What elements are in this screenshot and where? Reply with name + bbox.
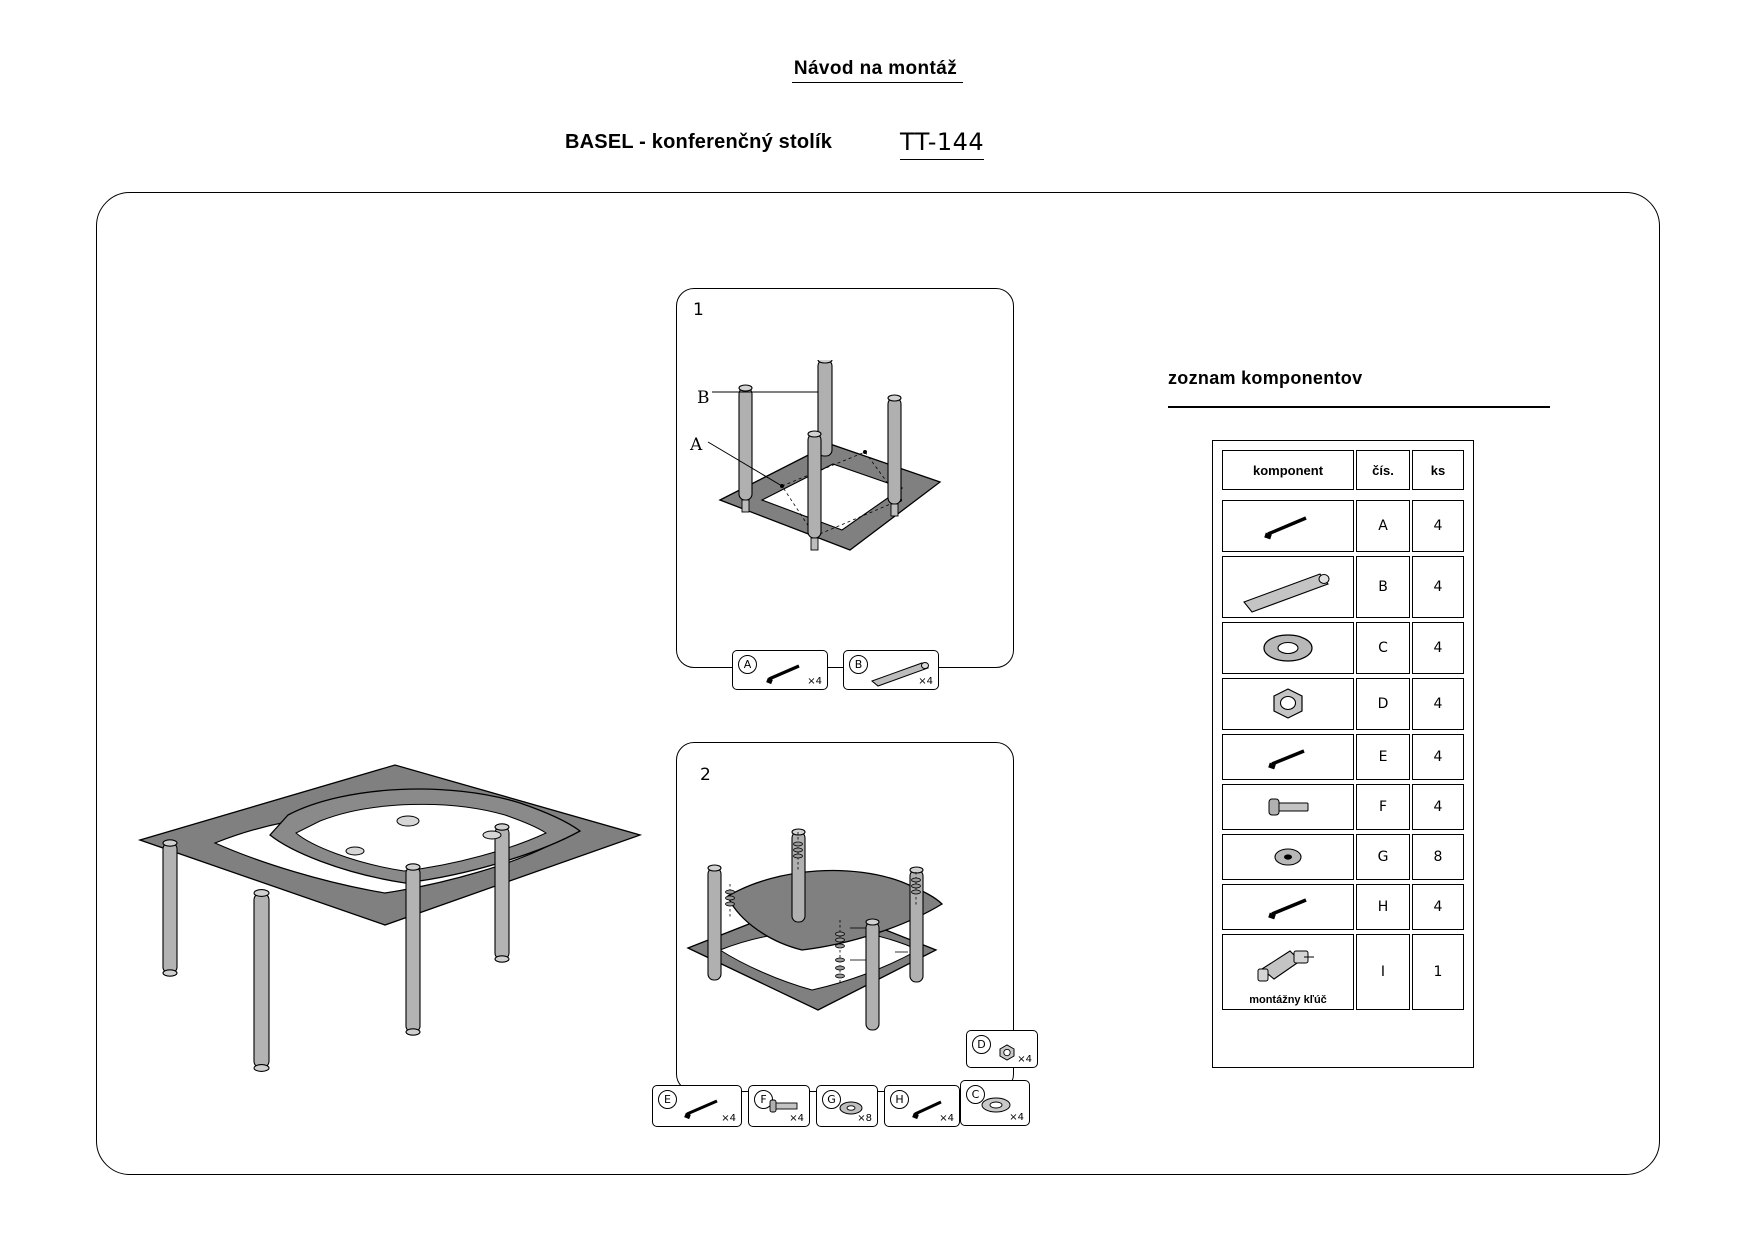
leg-tube-icon (1244, 574, 1329, 612)
component-code-F: F (1356, 784, 1410, 830)
table-row (1222, 884, 1464, 930)
callout-C-letter: C (966, 1085, 985, 1104)
component-code-H: H (1356, 884, 1410, 930)
components-list-title: zoznam komponentov (1168, 368, 1363, 388)
component-image-G (1222, 834, 1354, 880)
callout-F-letter: F (754, 1090, 773, 1109)
component-qty-A: 4 (1412, 500, 1464, 552)
screw-icon (1265, 518, 1306, 537)
step-1-number: 1 (693, 300, 704, 320)
components-table-header (1222, 450, 1464, 490)
wrench-icon (1258, 951, 1314, 981)
component-image-B (1222, 556, 1354, 618)
table-row (1222, 500, 1464, 552)
screw-icon (1269, 900, 1306, 917)
table-row (1222, 834, 1464, 880)
callout-D-qty: ×4 (1017, 1054, 1032, 1065)
product-title: BASEL - konferenčný stolík (565, 131, 833, 153)
callout-A-letter: A (738, 655, 757, 674)
table-row (1222, 934, 1464, 1010)
step-1-label-A: A (690, 435, 703, 455)
callout-F-qty: ×4 (789, 1113, 804, 1124)
component-code-E: E (1356, 734, 1410, 780)
component-qty-D: 4 (1412, 678, 1464, 730)
bolt-icon (1269, 799, 1308, 815)
screw-icon (767, 666, 799, 682)
washer-icon (1275, 849, 1301, 865)
screw-icon (685, 1101, 717, 1117)
table-row (1222, 734, 1464, 780)
callout-G (816, 1085, 878, 1127)
callout-G-letter: G (822, 1090, 841, 1109)
component-image-I (1222, 934, 1354, 1010)
component-qty-F: 4 (1412, 784, 1464, 830)
callout-B (843, 650, 939, 690)
ring-washer-icon (982, 1098, 1010, 1112)
component-qty-E: 4 (1412, 734, 1464, 780)
component-code-A: A (1356, 500, 1410, 552)
nut-icon (1000, 1045, 1014, 1060)
callout-B-qty: ×4 (918, 676, 933, 687)
component-image-C (1222, 622, 1354, 674)
page-title-text: Návod na montáž (792, 58, 963, 83)
table-row (1222, 622, 1464, 674)
callout-F (748, 1085, 810, 1127)
callout-H (884, 1085, 960, 1127)
component-qty-B: 4 (1412, 556, 1464, 618)
table-row (1222, 784, 1464, 830)
component-image-A (1222, 500, 1354, 552)
component-code-D: D (1356, 678, 1410, 730)
callout-C-qty: ×4 (1009, 1112, 1024, 1123)
callout-B-letter: B (849, 655, 868, 674)
header-ks: ks (1412, 450, 1464, 490)
callout-E-letter: E (658, 1090, 677, 1109)
callout-H-qty: ×4 (939, 1113, 954, 1124)
callout-E (652, 1085, 742, 1127)
component-image-F (1222, 784, 1354, 830)
step-1-illustration (690, 360, 1010, 620)
product-code: TT-144 (900, 128, 984, 160)
screw-icon (1269, 751, 1304, 767)
component-qty-I: 1 (1412, 934, 1464, 1010)
component-image-D (1222, 678, 1354, 730)
component-image-H (1222, 884, 1354, 930)
callout-A-qty: ×4 (807, 676, 822, 687)
table-row (1222, 556, 1464, 618)
page-title (0, 58, 1755, 83)
step-2-illustration (680, 810, 1010, 1070)
bolt-icon (770, 1100, 797, 1112)
component-qty-G: 8 (1412, 834, 1464, 880)
component-code-B: B (1356, 556, 1410, 618)
components-title-rule (1168, 406, 1550, 408)
callout-D (966, 1030, 1038, 1068)
nut-icon (1274, 689, 1302, 718)
header-komponent: komponent (1222, 450, 1354, 490)
callout-D-letter: D (972, 1035, 991, 1054)
component-tool-label: montážny kľúč (1249, 994, 1327, 1006)
header-cis: čís. (1356, 450, 1410, 490)
table-row (1222, 678, 1464, 730)
step-2-number: 2 (700, 765, 711, 785)
component-code-G: G (1356, 834, 1410, 880)
component-qty-H: 4 (1412, 884, 1464, 930)
step-1-label-B: B (697, 388, 710, 408)
component-code-C: C (1356, 622, 1410, 674)
component-image-E (1222, 734, 1354, 780)
callout-A (732, 650, 828, 690)
ring-washer-icon (1264, 635, 1312, 661)
component-code-I: I (1356, 934, 1410, 1010)
finished-table-illustration (120, 745, 660, 1165)
screw-icon (913, 1102, 941, 1117)
component-qty-C: 4 (1412, 622, 1464, 674)
callout-H-letter: H (890, 1090, 909, 1109)
callout-C (960, 1080, 1030, 1126)
callout-G-qty: ×8 (857, 1113, 872, 1124)
callout-E-qty: ×4 (721, 1113, 736, 1124)
